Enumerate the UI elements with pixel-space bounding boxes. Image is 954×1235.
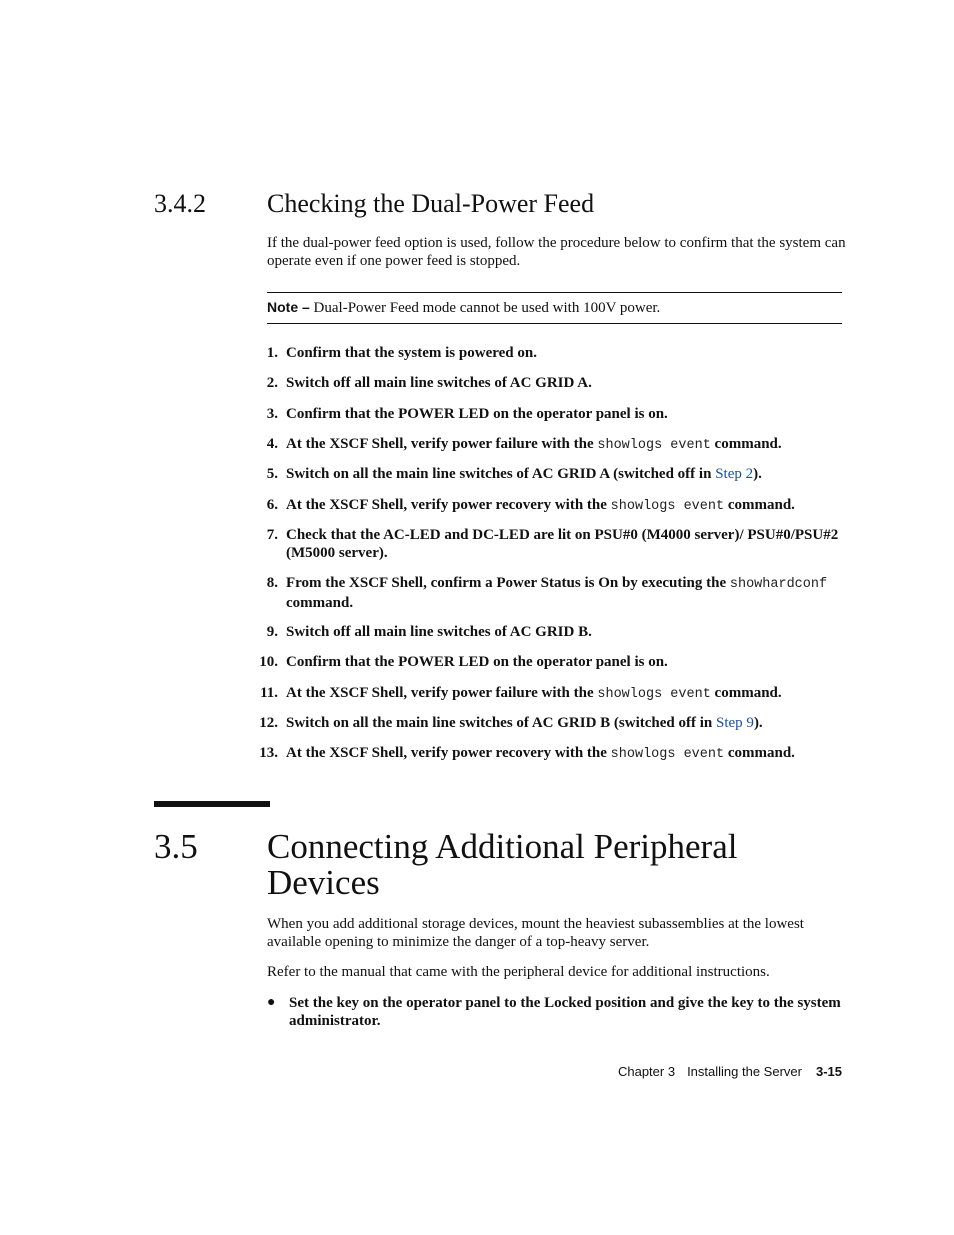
step-text-suffix: ). [753, 466, 762, 482]
step-text: At the XSCF Shell, verify power failure with the [286, 685, 598, 701]
procedure-step [266, 374, 856, 392]
procedure-step [266, 526, 856, 562]
note-label: Note – [267, 299, 310, 315]
step-text-suffix: command. [724, 745, 795, 761]
step-text: Switch on all the main line switches of AC GRID A (switched off in [286, 466, 716, 482]
step-number: 9. [266, 624, 278, 640]
step-cross-reference-link[interactable]: Step 9 [716, 715, 754, 731]
step-number: 10. [259, 654, 278, 670]
note-text: Dual-Power Feed mode cannot be used with 100V power. [309, 300, 661, 316]
procedure-step [266, 623, 856, 641]
command-code: showlogs event [597, 438, 711, 453]
bullet-icon: ● [267, 995, 276, 1010]
step-number: 1. [266, 345, 278, 361]
command-code: showlogs event [610, 499, 725, 514]
procedure-step [266, 405, 856, 423]
step-text: Switch off all main line switches of AC GRID B. [286, 624, 592, 640]
step-number: 12. [259, 715, 278, 731]
storage-paragraph: When you add additional storage devices, mount the heaviest subassemblies at the lowest available opening to minimize the danger of a top-heavy server. [267, 916, 804, 950]
step-text-suffix: command. [724, 497, 795, 513]
footer-chapter: Chapter 3 [617, 1064, 676, 1079]
step-number: 11. [260, 685, 278, 701]
section-number: 3.5 [154, 827, 198, 866]
step-text-suffix: ). [753, 715, 763, 731]
command-code: showlogs event [597, 687, 711, 702]
step-text: Switch on all the main line switches of AC GRID B (switched off in [286, 715, 717, 731]
command-code: showlogs event [610, 747, 725, 762]
procedure-step [259, 744, 856, 764]
procedure-step [259, 714, 856, 732]
step-number: 13. [259, 745, 278, 761]
bullet-text: Set the key on the operator panel to the Locked position and give the key to the system administrator. [289, 995, 841, 1029]
procedure-step [266, 344, 856, 362]
step-text-suffix: command. [286, 595, 354, 611]
step-number: 3. [266, 406, 278, 422]
procedure-step [260, 684, 856, 704]
step-text-suffix: command. [710, 685, 782, 701]
step-text: Confirm that the POWER LED on the operator panel is on. [286, 406, 668, 422]
page-footer [618, 1064, 842, 1080]
step-text: At the XSCF Shell, verify power recovery with the [286, 745, 611, 761]
step-text: From the XSCF Shell, confirm a Power Status is On by executing the [286, 575, 730, 591]
procedure-step [259, 653, 856, 671]
step-text: At the XSCF Shell, verify power recovery with the [286, 497, 611, 513]
section-number: 3.4.2 [154, 189, 206, 218]
step-text: Confirm that the POWER LED on the operator panel is on. [286, 654, 668, 670]
intro-paragraph: If the dual-power feed option is used, follow the procedure below to confirm that the system can operate even if one power feed is stopped. [267, 235, 846, 269]
step-text: Check that the AC-LED and DC-LED are lit on PSU#0 (M4000 server)/ PSU#0/PSU#2 (M5000 server). [286, 527, 839, 561]
step-number: 7. [266, 527, 278, 543]
footer-section: Installing the Server [687, 1064, 802, 1079]
step-text-suffix: command. [710, 436, 782, 452]
section-title: Connecting Additional Peripheral Devices [267, 827, 738, 902]
procedure-step [266, 496, 856, 516]
step-number: 5. [266, 466, 278, 482]
step-number: 4. [266, 436, 278, 452]
procedure-step [266, 574, 856, 612]
footer-page-number: 3-15 [815, 1064, 842, 1079]
step-text: Switch off all main line switches of AC GRID A. [286, 375, 592, 391]
section-title: Checking the Dual-Power Feed [267, 189, 595, 218]
procedure-step [266, 435, 856, 455]
step-text: Confirm that the system is powered on. [286, 345, 537, 361]
step-number: 2. [266, 375, 278, 391]
step-text: At the XSCF Shell, verify power failure with the [286, 436, 598, 452]
command-code: showhardconf [729, 577, 828, 592]
reference-paragraph: Refer to the manual that came with the peripheral device for additional instructions. [267, 964, 770, 980]
step-number: 6. [266, 497, 278, 513]
step-cross-reference-link[interactable]: Step 2 [715, 466, 754, 482]
procedure-step [266, 465, 856, 483]
step-number: 8. [266, 575, 278, 591]
section-divider-rule [154, 801, 270, 807]
